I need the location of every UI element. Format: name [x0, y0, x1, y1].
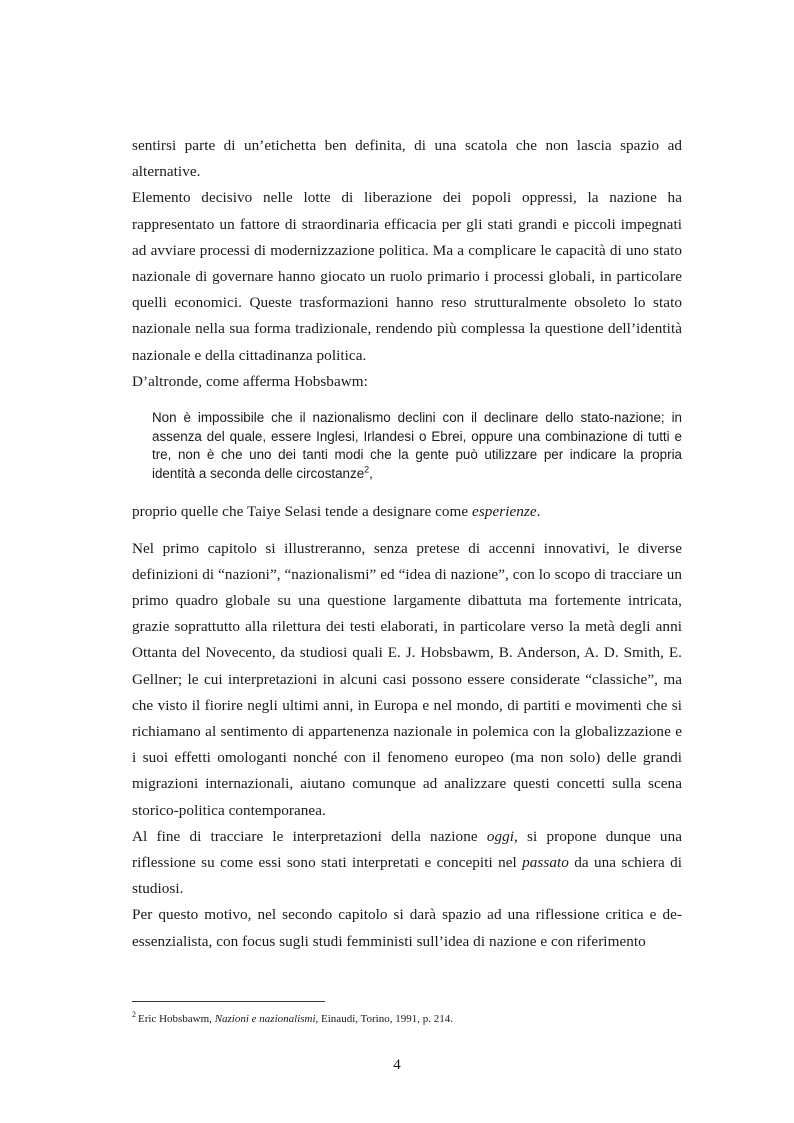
- paragraph-6: [132, 824, 682, 903]
- paragraph-7: Per questo motivo, nel secondo capitolo si darà spazio ad una riflessione critica e de-essenzialista, con focus sugli studi femministi sull’idea di nazione e con riferimento: [132, 906, 682, 950]
- block-quote: [152, 409, 682, 483]
- p4-emphasis: esperienze: [472, 503, 537, 521]
- p6-c: da una schiera di studiosi.: [132, 854, 682, 898]
- document-body: [132, 133, 682, 955]
- quote-text: Non è impossibile che il nazionalismo declini con il declinare dello stato-nazione; in assenza del quale, essere Inglesi, Irlandesi o Ebrei, oppure una combinazione di tutti e tre, non è che uno dei tanti modi che la gente può utilizzare per indicare la propria identità a seconda delle circostanze: [152, 410, 682, 481]
- footnote-title: Nazioni e nazionalismi: [214, 1013, 316, 1025]
- footnote-author: Eric Hobsbawm,: [138, 1013, 215, 1025]
- paragraph-2: Elemento decisivo nelle lotte di liberazione dei popoli oppressi, la nazione ha rappresentato un fattore di straordinaria efficacia per gli stati grandi e piccoli impegnati ad avviare processi di modernizzazione politica. Ma a complicare le capacità di uno stato nazionale di governare hanno giocato un ruolo primario i processi globali, in particolare quelli economici. Queste trasformazioni hanno reso strutturalmente obsoleto lo stato nazionale nella sua forma tradizionale, rendendo più complessa la questione dell’identità nazionale e della cittadinanza politica.: [132, 189, 682, 364]
- footnote-ref[interactable]: 2: [364, 464, 370, 475]
- footnote-number: 2: [132, 1010, 136, 1020]
- page-number: 4: [393, 1057, 401, 1073]
- quote-end: ,: [369, 465, 373, 481]
- p6-a: Al fine di tracciare le interpretazioni della nazione: [132, 827, 487, 845]
- footnote-rest: , Einaudi, Torino, 1991, p. 214.: [315, 1013, 453, 1025]
- p6-emphasis-oggi: oggi,: [486, 827, 518, 845]
- paragraph-5: Nel primo capitolo si illustreranno, senza pretese di accenni innovativi, le diverse definizioni di “nazioni”, “nazionalismi” ed “idea di nazione”, con lo scopo di tracciare un primo quadro globale su una questione largamente dibattuta ma fortemente intricata, grazie soprattutto alla rilettura dei testi elaborati, in particolare verso la metà degli anni Ottanta del Novecento, da studiosi quali E. J. Hobsbawm, B. Anderson, A. D. Smith, E. Gellner; le cui interpretazioni in alcuni casi possono essere considerate “classiche”, ma che visto il fiorire negli ultimi anni, in Europa e nel mondo, di partiti e movimenti che si richiamano al sentimento di appartenenza nazionale in polemica con la globalizzazione e i suoi effetti omologanti nonché con il fenomeno europeo (ma non solo) delle grandi migrazioni internazionali, aiutano comunque ad analizzare questi concetti sulla scena storico-politica contemporanea.: [132, 539, 682, 819]
- footnote-separator: [132, 1001, 325, 1002]
- p4-post: .: [536, 503, 541, 521]
- p6-emphasis-passato: passato: [522, 854, 569, 872]
- paragraph-4: [132, 499, 682, 525]
- paragraph-1: sentirsi parte di un’etichetta ben definita, di una scatola che non lascia spazio ad alternative.: [132, 137, 682, 181]
- p4-pre: proprio quelle che Taiye Selasi tende a designare come: [132, 503, 473, 521]
- footnote: [132, 1012, 692, 1026]
- paragraph-3: D’altronde, come afferma Hobsbawm:: [132, 372, 368, 390]
- p6-b: si propone dunque una riflessione su come essi sono stati interpretati e concepiti nel: [132, 827, 682, 872]
